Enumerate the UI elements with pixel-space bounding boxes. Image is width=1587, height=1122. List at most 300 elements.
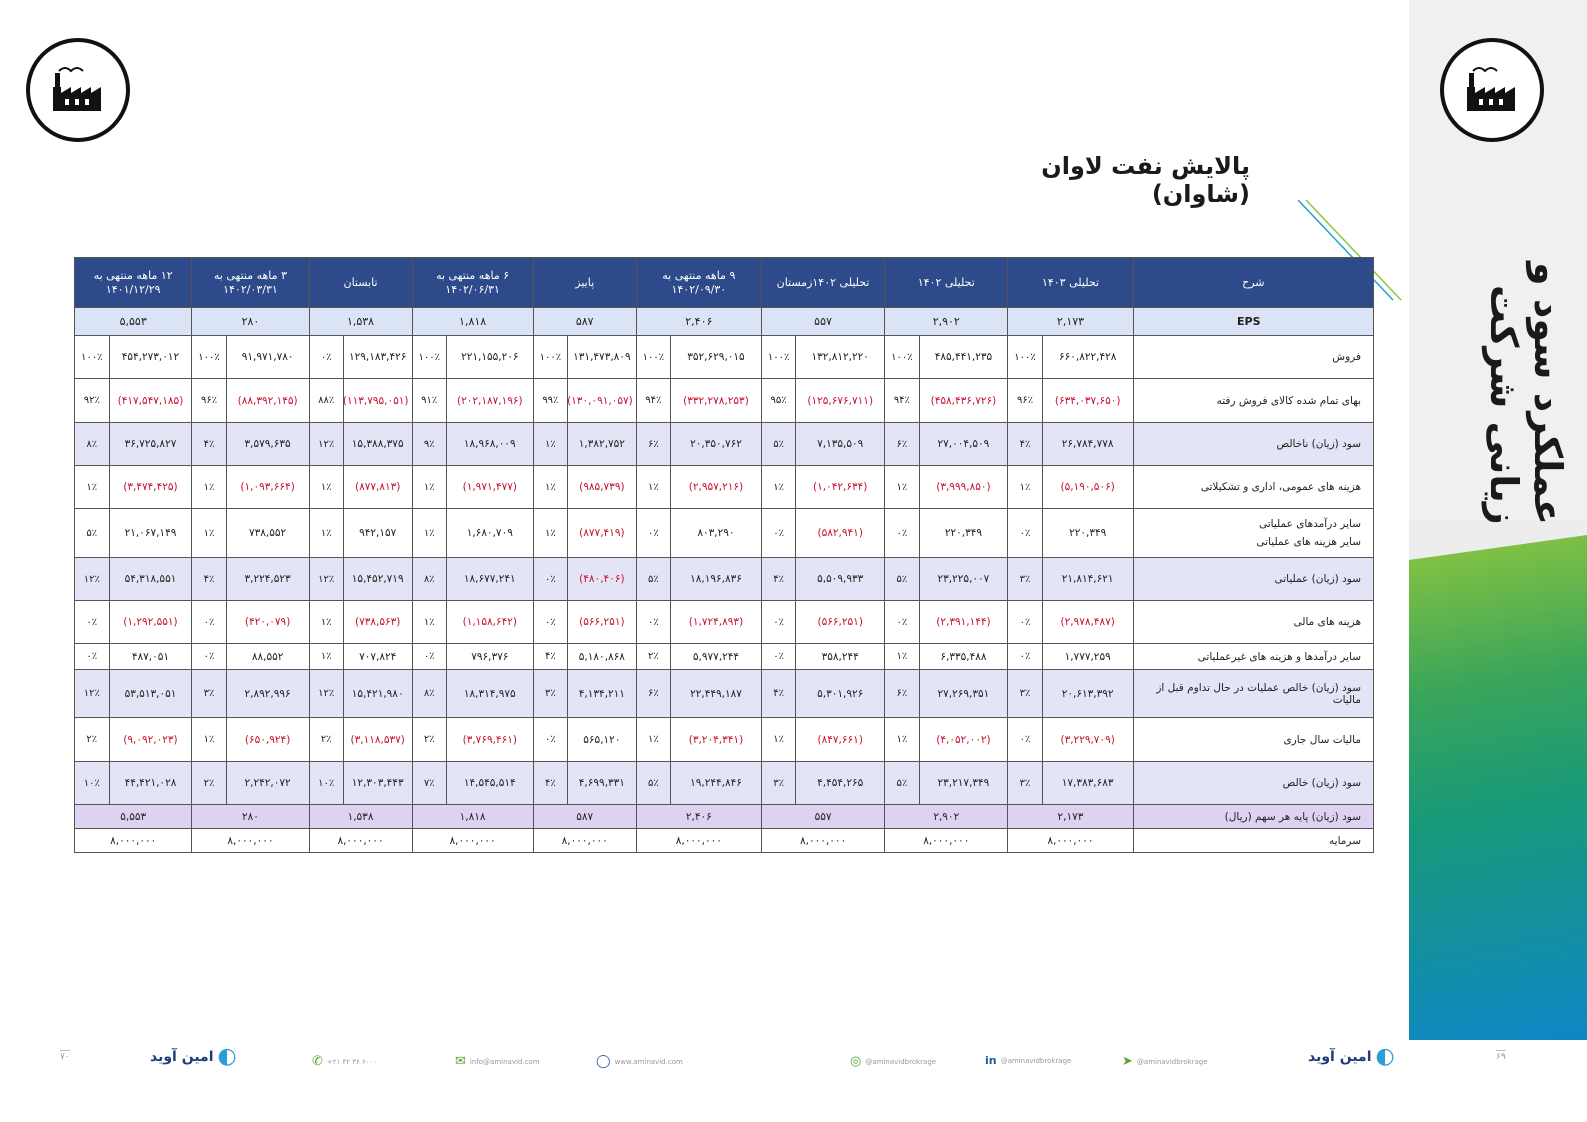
cell-value: ۱,۳۸۲,۷۵۲ [568,423,637,466]
row-label [1133,670,1373,718]
cell-value: ۴۵۴,۲۷۳,۰۱۲ [109,336,192,379]
eps-value: ۵۵۷ [761,308,884,336]
cell-percent: ۰٪ [75,601,110,644]
cell-percent: ۲٪ [75,718,110,762]
cell-value: (۳,۹۹۹,۸۵۰) [919,466,1008,509]
cell-percent: ۹٪ [412,423,446,466]
side-title: عملکرد سود و زیانی شرکت [1482,262,1570,525]
cell-percent: ۹۴٪ [885,379,919,423]
cell-percent: ۱٪ [412,601,446,644]
table-row [75,644,1374,670]
cell-value: ۱۹,۲۴۴,۸۴۶ [671,762,762,805]
telegram-icon: ➤ [1122,1054,1133,1069]
cell-value: (۴۲۰,۰۷۹) [226,601,309,644]
cell-percent: ۴٪ [761,670,795,718]
brand-name-right: امین آوید [1308,1048,1372,1065]
row-label [1133,466,1373,509]
eps-per-share-value: ۲,۴۰۶ [636,805,761,829]
linkedin-icon: in [985,1054,997,1067]
eps-row [75,308,1374,336]
cell-percent: ۱٪ [761,466,795,509]
header-col-1: تحلیلی ۱۴۰۳ [1008,258,1133,308]
eps-per-share-value: ۱,۵۳۸ [309,805,412,829]
cell-value: ۷,۱۳۵,۵۰۹ [796,423,885,466]
header-col-8-line2: ۱۴۰۲/۰۳/۳۱ [223,282,278,296]
capital-value: ۸,۰۰۰,۰۰۰ [192,829,309,853]
cell-value: ۲۱,۸۱۴,۶۲۱ [1042,558,1133,601]
cell-value: ۲۱,۰۶۷,۱۴۹ [109,509,192,558]
cell-value: ۵۴,۳۱۸,۵۵۱ [109,558,192,601]
cell-percent: ۱٪ [192,466,226,509]
cell-value: ۸۸,۵۵۲ [226,644,309,670]
cell-percent: ۱۲٪ [75,558,110,601]
header-col-9-line1: ۱۲ ماهه منتهی به [93,268,173,282]
row-label-text-2: سایر هزینه های عملیاتی [1256,536,1361,548]
footer-linkedin[interactable] [985,1054,1071,1067]
cell-value: ۴,۴۵۴,۲۶۵ [796,762,885,805]
footer-telegram-text: @aminavidbrokrage [1136,1057,1208,1066]
eps-value: ۱,۵۳۸ [309,308,412,336]
footer-telegram[interactable] [1122,1054,1208,1069]
cell-value: (۱,۰۴۲,۶۳۴) [796,466,885,509]
eps-value: ۲,۴۰۶ [636,308,761,336]
header-col-5: پاییز [533,258,636,308]
eps-per-share-value: ۲۸۰ [192,805,309,829]
cell-percent: ۰٪ [1008,601,1042,644]
footer-email[interactable] [455,1054,540,1069]
cell-percent: ۱٪ [885,718,919,762]
cell-value: (۴۱۷,۵۴۷,۱۸۵) [109,379,192,423]
cell-percent: ۰٪ [1008,644,1042,670]
eps-label: EPS [1133,308,1373,336]
cell-percent: ۱٪ [885,466,919,509]
cell-percent: ۱۰۰٪ [636,336,670,379]
row-label-text: سایر درآمدها و هزینه های غیرعملیاتی [1197,650,1361,663]
company-logo-left [26,38,130,142]
row-label [1133,379,1373,423]
cell-percent: ۵٪ [636,762,670,805]
cell-percent: ۱۲٪ [309,670,343,718]
row-label-text: سایر درآمدهای عملیاتی [1259,518,1361,530]
company-logo-right [1440,38,1544,142]
page-number-right: ۶۹ [1496,1052,1506,1062]
header-col-9 [75,258,192,308]
side-panel-gradient [1409,535,1587,1040]
cell-value: (۱۳۰,۰۹۱,۰۵۷) [568,379,637,423]
eps-value: ۲,۱۷۳ [1008,308,1133,336]
brand-logo-icon: ◐ [1375,1044,1395,1069]
footer-phone-text: +۲۱ ۴۲ ۳۶ ۶۰۰۰ [326,1057,378,1066]
cell-percent: ۰٪ [533,718,567,762]
cell-value: (۱۲۵,۶۷۶,۷۱۱) [796,379,885,423]
cell-percent: ۰٪ [885,509,919,558]
cell-value: (۱,۲۹۲,۵۵۱) [109,601,192,644]
cell-value: ۲۲۰,۳۴۹ [919,509,1008,558]
cell-percent: ۰٪ [636,601,670,644]
cell-value: (۸۷۷,۸۱۳) [343,466,412,509]
footer-web[interactable] [596,1054,683,1069]
cell-percent: ۳٪ [761,762,795,805]
table-row [75,558,1374,601]
cell-percent: ۴٪ [1008,423,1042,466]
cell-percent: ۴٪ [533,762,567,805]
cell-value: ۲۲,۴۴۹,۱۸۷ [671,670,762,718]
cell-percent: ۱٪ [412,466,446,509]
cell-value: ۵,۵۰۹,۹۳۳ [796,558,885,601]
cell-value: ۱۷,۳۸۳,۶۸۳ [1042,762,1133,805]
header-col-8-line1: ۳ ماهه منتهی به [213,268,287,282]
header-col-6-line1: ۶ ماهه منتهی به [436,268,510,282]
cell-percent: ۳٪ [1008,762,1042,805]
cell-value: (۲,۹۵۷,۲۱۶) [671,466,762,509]
cell-percent: ۶٪ [885,670,919,718]
cell-percent: ۱۰۰٪ [192,336,226,379]
cell-value: ۱۸,۱۹۶,۸۳۶ [671,558,762,601]
cell-percent: ۱۰۰٪ [761,336,795,379]
cell-percent: ۵٪ [885,558,919,601]
header-col-4-line2: ۱۴۰۲/۰۹/۳۰ [671,282,727,296]
table-row [75,509,1374,558]
row-label-text: سود (زیان) خالص عملیات در حال تداوم قبل از مالیات [1156,681,1361,706]
cell-value: ۲۷,۰۰۴,۵۰۹ [919,423,1008,466]
cell-percent: ۰٪ [761,644,795,670]
cell-value: (۵۶۶,۲۵۱) [796,601,885,644]
cell-value: ۹۴۲,۱۵۷ [343,509,412,558]
cell-value: ۴,۱۳۴,۲۱۱ [568,670,637,718]
cell-percent: ۶٪ [636,670,670,718]
page-title: پالایش نفت لاوان (شاوان) [1041,152,1250,208]
capital-value: ۸,۰۰۰,۰۰۰ [636,829,761,853]
cell-value: ۶۶۰,۸۲۲,۴۲۸ [1042,336,1133,379]
cell-percent: ۰٪ [1008,718,1042,762]
cell-value: (۲۰۲,۱۸۷,۱۹۶) [446,379,533,423]
eps-value: ۱,۸۱۸ [412,308,533,336]
header-col-6 [412,258,533,308]
cell-percent: ۱٪ [192,718,226,762]
table-row [75,379,1374,423]
row-label [1133,336,1373,379]
cell-percent: ۱٪ [636,718,670,762]
cell-value: (۴۸۰,۴۰۶) [568,558,637,601]
header-col-7: تابستان [309,258,412,308]
cell-value: ۷۰۷,۸۲۴ [343,644,412,670]
cell-percent: ۳٪ [1008,670,1042,718]
header-col-4-line1: ۹ ماهه منتهی به [662,268,736,282]
capital-value: ۸,۰۰۰,۰۰۰ [761,829,884,853]
capital-value: ۸,۰۰۰,۰۰۰ [309,829,412,853]
cell-value: (۲,۹۷۸,۴۸۷) [1042,601,1133,644]
cell-value: (۸۷۷,۴۱۹) [568,509,637,558]
cell-value: (۳,۲۲۹,۷۰۹) [1042,718,1133,762]
table-row [75,670,1374,718]
header-desc: شرح [1133,258,1373,308]
cell-value: ۲۰,۶۱۳,۳۹۲ [1042,670,1133,718]
cell-value: ۶,۳۳۵,۴۸۸ [919,644,1008,670]
cell-value: ۱۲,۳۰۳,۴۴۳ [343,762,412,805]
table-row [75,718,1374,762]
cell-percent: ۹۹٪ [533,379,567,423]
cell-value: (۳۳۲,۲۷۸,۲۵۳) [671,379,762,423]
cell-value: ۲۲۱,۱۵۵,۲۰۶ [446,336,533,379]
footer-linkedin-text: @aminavidbrokrage [1000,1056,1072,1065]
cell-percent: ۰٪ [1008,509,1042,558]
eps-per-share-label: سود (زیان) پایه هر سهم (ریال) [1133,805,1373,829]
cell-percent: ۳٪ [192,670,226,718]
cell-value: ۲۳,۲۲۵,۰۰۷ [919,558,1008,601]
cell-percent: ۵٪ [636,558,670,601]
cell-percent: ۰٪ [885,601,919,644]
cell-percent: ۹۱٪ [412,379,446,423]
cell-value: ۱۵,۳۸۸,۳۷۵ [343,423,412,466]
row-label-text: هزینه های عمومی، اداری و تشکیلاتی [1200,481,1361,493]
cell-value: (۱۱۳,۷۹۵,۰۵۱) [343,379,412,423]
cell-value: ۱۵,۴۵۲,۷۱۹ [343,558,412,601]
cell-value: ۴,۶۹۹,۳۳۱ [568,762,637,805]
phone-icon: ✆ [312,1054,323,1069]
cell-value: ۲,۲۴۲,۰۷۲ [226,762,309,805]
cell-value: (۳,۲۰۴,۳۴۱) [671,718,762,762]
row-label [1133,644,1373,670]
cell-value: (۴۵۸,۴۳۶,۷۲۶) [919,379,1008,423]
cell-percent: ۱۰۰٪ [533,336,567,379]
cell-percent: ۵٪ [761,423,795,466]
cell-percent: ۰٪ [636,509,670,558]
eps-per-share-value: ۵,۵۵۳ [75,805,192,829]
eps-per-share-value: ۲,۹۰۲ [885,805,1008,829]
header-col-9-line2: ۱۴۰۱/۱۲/۲۹ [105,282,161,296]
cell-percent: ۹۶٪ [192,379,226,423]
cell-percent: ۱٪ [636,466,670,509]
cell-percent: ۱٪ [533,466,567,509]
table-body [75,336,1374,805]
cell-percent: ۰٪ [192,601,226,644]
cell-value: (۱,۷۲۴,۸۹۳) [671,601,762,644]
cell-percent: ۴٪ [192,558,226,601]
cell-value: ۴۸۷,۰۵۱ [109,644,192,670]
cell-percent: ۱٪ [309,509,343,558]
cell-value: ۱۸,۶۷۷,۲۴۱ [446,558,533,601]
cell-value: ۵۳,۵۱۳,۰۵۱ [109,670,192,718]
cell-percent: ۷٪ [412,762,446,805]
cell-percent: ۱۰۰٪ [75,336,110,379]
cell-value: ۱۸,۹۶۸,۰۰۹ [446,423,533,466]
cell-percent: ۹۵٪ [761,379,795,423]
cell-value: (۶۳۴,۰۳۷,۶۵۰) [1042,379,1133,423]
row-label [1133,601,1373,644]
cell-percent: ۴٪ [761,558,795,601]
table-row [75,466,1374,509]
footer-web-text: www.aminavid.com [614,1057,683,1066]
row-label [1133,509,1373,558]
header-col-2: تحلیلی ۱۴۰۲ [885,258,1008,308]
cell-value: ۲۶,۷۸۴,۷۷۸ [1042,423,1133,466]
mouse-icon: ◯ [596,1054,611,1069]
eps-value: ۲۸۰ [192,308,309,336]
eps-value: ۵۸۷ [533,308,636,336]
row-label [1133,718,1373,762]
cell-percent: ۱٪ [885,644,919,670]
row-label-text: سود (زیان) خالص [1282,777,1361,789]
header-col-6-line2: ۱۴۰۲/۰۶/۳۱ [445,282,500,296]
cell-percent: ۸۸٪ [309,379,343,423]
eps-value: ۲,۹۰۲ [885,308,1008,336]
instagram-icon: ◎ [850,1054,862,1069]
eps-per-share-value: ۵۵۷ [761,805,884,829]
capital-value: ۸,۰۰۰,۰۰۰ [885,829,1008,853]
cell-percent: ۱۰۰٪ [885,336,919,379]
cell-percent: ۱۲٪ [75,670,110,718]
row-label [1133,762,1373,805]
cell-percent: ۹۶٪ [1008,379,1042,423]
row-label [1133,423,1373,466]
cell-percent: ۴٪ [192,423,226,466]
row-label-text: بهای تمام شده کالای فروش رفته [1216,394,1361,407]
table-row [75,336,1374,379]
cell-value: (۵,۱۹۰,۵۰۶) [1042,466,1133,509]
cell-percent: ۰٪ [309,336,343,379]
cell-value: ۱۸,۳۱۴,۹۷۵ [446,670,533,718]
cell-value: ۱۵,۴۲۱,۹۸۰ [343,670,412,718]
cell-percent: ۲٪ [192,762,226,805]
cell-value: ۴۸۵,۴۴۱,۲۳۵ [919,336,1008,379]
cell-percent: ۱٪ [192,509,226,558]
cell-percent: ۱۲٪ [309,423,343,466]
cell-value: ۷۹۶,۳۷۶ [446,644,533,670]
cell-percent: ۹۲٪ [75,379,110,423]
cell-value: ۱۳۱,۴۷۳,۸۰۹ [568,336,637,379]
cell-value: (۵۸۲,۹۴۱) [796,509,885,558]
cell-percent: ۰٪ [75,644,110,670]
brand-logo-icon: ◐ [217,1044,237,1069]
cell-percent: ۲٪ [636,644,670,670]
cell-percent: ۳٪ [1008,558,1042,601]
cell-value: (۱,۱۵۸,۶۴۲) [446,601,533,644]
cell-value: ۲۷,۲۶۹,۳۵۱ [919,670,1008,718]
footer-instagram[interactable] [850,1054,936,1069]
cell-value: ۱۲۹,۱۸۳,۴۲۶ [343,336,412,379]
cell-value: ۱۳۲,۸۱۲,۲۲۰ [796,336,885,379]
table-header-row [75,258,1374,308]
header-col-8 [192,258,309,308]
capital-value: ۸,۰۰۰,۰۰۰ [533,829,636,853]
page-number-left: ۷۰ [60,1052,70,1062]
cell-percent: ۰٪ [412,644,446,670]
cell-percent: ۱٪ [412,509,446,558]
eps-per-share-value: ۲,۱۷۳ [1008,805,1133,829]
cell-percent: ۰٪ [192,644,226,670]
cell-value: ۸۰۳,۲۹۰ [671,509,762,558]
eps-per-share-value: ۵۸۷ [533,805,636,829]
cell-value: (۵۶۶,۲۵۱) [568,601,637,644]
cell-value: ۳,۵۷۹,۶۳۵ [226,423,309,466]
capital-value: ۸,۰۰۰,۰۰۰ [1008,829,1133,853]
factory-icon [1459,57,1525,123]
cell-percent: ۱۰٪ [75,762,110,805]
cell-value: ۲,۸۹۲,۹۹۶ [226,670,309,718]
cell-percent: ۱٪ [761,718,795,762]
cell-value: (۲,۳۹۱,۱۴۴) [919,601,1008,644]
cell-value: ۹۱,۹۷۱,۷۸۰ [226,336,309,379]
cell-percent: ۸٪ [412,558,446,601]
cell-value: (۷۳۸,۵۶۳) [343,601,412,644]
footer-phone[interactable] [312,1054,377,1069]
cell-value: ۵۶۵,۱۲۰ [568,718,637,762]
cell-percent: ۸٪ [75,423,110,466]
cell-value: (۳,۱۱۸,۵۳۷) [343,718,412,762]
cell-percent: ۱٪ [75,466,110,509]
cell-percent: ۵٪ [885,762,919,805]
cell-value: ۲۲۰,۳۴۹ [1042,509,1133,558]
cell-value: ۴۴,۴۲۱,۰۲۸ [109,762,192,805]
cell-value: ۲۳,۲۱۷,۳۴۹ [919,762,1008,805]
cell-value: ۳۵۲,۶۲۹,۰۱۵ [671,336,762,379]
cell-percent: ۶٪ [885,423,919,466]
eps-value: ۵,۵۵۳ [75,308,192,336]
cell-percent: ۰٪ [533,558,567,601]
footer-email-text: info@aminavid.com [469,1057,540,1066]
cell-value: ۱,۷۷۷,۲۵۹ [1042,644,1133,670]
cell-value: ۳۶,۷۲۵,۸۲۷ [109,423,192,466]
cell-value: ۳۵۸,۲۴۴ [796,644,885,670]
cell-percent: ۸٪ [412,670,446,718]
eps-per-share-row [75,805,1374,829]
cell-value: (۱,۰۹۳,۶۶۴) [226,466,309,509]
cell-percent: ۱۲٪ [309,558,343,601]
row-label-text: سود (زیان) عملیاتی [1274,573,1361,585]
cell-value: (۳,۴۷۴,۴۲۵) [109,466,192,509]
cell-value: (۸۴۷,۶۶۱) [796,718,885,762]
footer-instagram-text: @aminavidbrokrage [865,1057,937,1066]
cell-value: (۳,۷۶۹,۴۶۱) [446,718,533,762]
cell-percent: ۳٪ [533,670,567,718]
cell-value: (۶۵۰,۹۲۴) [226,718,309,762]
eps-per-share-value: ۱,۸۱۸ [412,805,533,829]
cell-percent: ۱۰۰٪ [1008,336,1042,379]
row-label-text: هزینه های مالی [1293,616,1361,628]
row-label [1133,558,1373,601]
cell-value: (۱,۹۷۱,۴۷۷) [446,466,533,509]
table-row [75,762,1374,805]
cell-percent: ۰٪ [761,601,795,644]
factory-icon [45,57,111,123]
cell-percent: ۰٪ [761,509,795,558]
capital-label: سرمایه [1133,829,1373,853]
cell-value: ۵,۳۰۱,۹۲۶ [796,670,885,718]
cell-value: (۴,۰۵۲,۰۰۲) [919,718,1008,762]
cell-value: ۱۴,۵۴۵,۵۱۴ [446,762,533,805]
cell-value: (۹۸۵,۷۳۹) [568,466,637,509]
cell-value: (۸۸,۳۹۲,۱۴۵) [226,379,309,423]
cell-percent: ۱٪ [533,509,567,558]
header-col-4 [636,258,761,308]
cell-percent: ۱۰۰٪ [412,336,446,379]
cell-value: ۵,۱۸۰,۸۶۸ [568,644,637,670]
capital-row [75,829,1374,853]
table-row [75,423,1374,466]
row-label-text: فروش [1332,351,1361,363]
cell-value: ۲۰,۳۵۰,۷۶۲ [671,423,762,466]
cell-value: ۵,۹۷۷,۲۴۴ [671,644,762,670]
row-label-text: سود (زیان) ناخالص [1276,438,1361,450]
cell-percent: ۱٪ [533,423,567,466]
cell-percent: ۱٪ [309,644,343,670]
cell-percent: ۹۴٪ [636,379,670,423]
income-statement-table [74,257,1374,853]
cell-percent: ۱۰٪ [309,762,343,805]
brand-right [1308,1044,1395,1069]
cell-value: ۱,۶۸۰,۷۰۹ [446,509,533,558]
cell-value: (۹,۰۹۲,۰۲۳) [109,718,192,762]
